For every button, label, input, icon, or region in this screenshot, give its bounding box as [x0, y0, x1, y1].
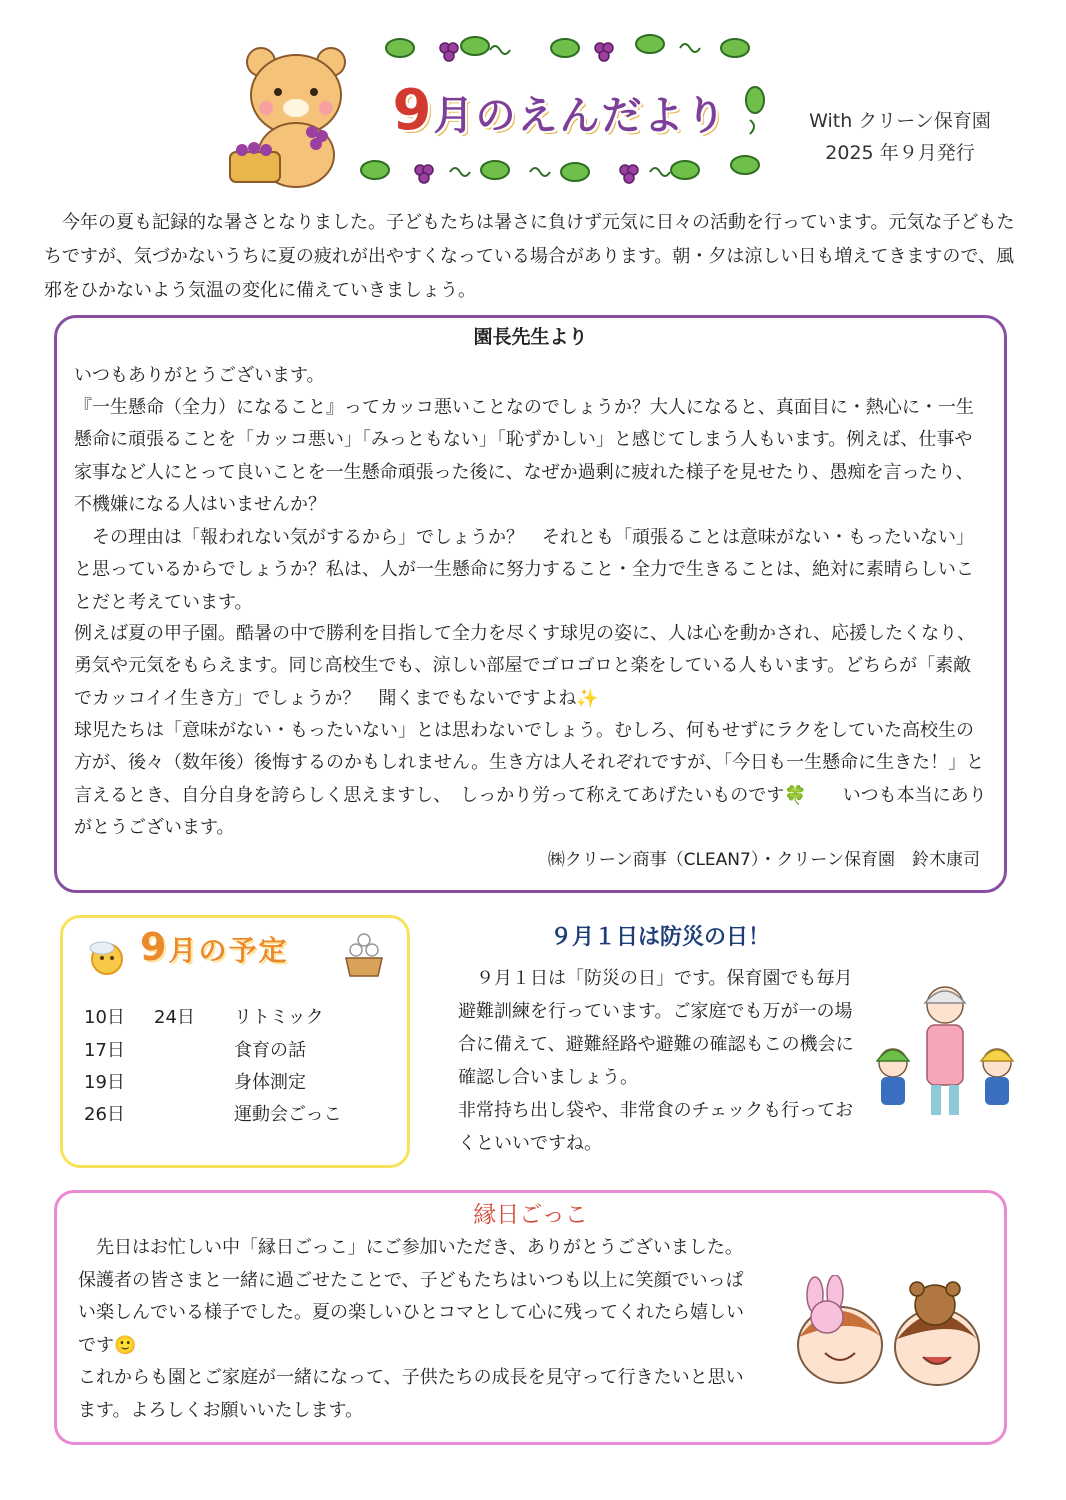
disaster-day-paragraph-1: ９月１日は「防災の日」です。保育園でも毎月避難訓練を行っています。ご家庭でも万が一の場合に備えて、避難経路や避難の確認もこの機会に確認し合いましょう。	[458, 968, 854, 1088]
issue-date: 2025 年９月発行	[825, 142, 975, 164]
bear-with-grapes-illustration	[226, 40, 366, 190]
publisher-info	[790, 105, 1010, 169]
org-name: With クリーン保育園	[809, 110, 991, 132]
schedule-row: 17日 食育の話	[84, 1040, 306, 1061]
ennichi-paragraph-2: これからも園とご家庭が一緒になって、子供たちの成長を見守って行きたいと思います。よろしくお願いいたします。	[78, 1367, 744, 1421]
schedule-row: 26日 運動会ごっこ	[84, 1104, 342, 1125]
disaster-day-text	[458, 962, 860, 1160]
newsletter-title: 9月のえんだより	[392, 78, 728, 143]
principal-paragraph-4: 例えば夏の甲子園。酷暑の中で勝利を目指して全力を尽くす球児の姿に、人は心を動かされ、応援したくなり、勇気や元気をもらえます。同じ高校生でも、涼しい部屋でゴロゴロと楽をしている人もいます。どちらが「素敵でカッコイイ生き方」でしょうか？ 聞くまでもないですよね✨	[74, 623, 976, 709]
ennichi-title: 縁日ごっこ	[473, 1202, 588, 1228]
intro-paragraph: 今年の夏も記録的な暑さとなりました。子どもたちは暑さに負けず元気に日々の活動を行っています。元気な子どもたちですが、気づかないうちに夏の疲れが出やすくなっている場合があります。朝・夕は涼しい日も増えてきますので、風邪をひかないよう気温の変化に備えていきましょう。	[44, 212, 1015, 301]
principal-message-title: 園長先生より	[473, 326, 588, 348]
principal-paragraph-1: いつもありがとうございます。	[74, 365, 325, 386]
tsukimi-dango-icon	[340, 930, 388, 980]
schedule-title: 9月の予定	[140, 925, 289, 969]
principal-paragraph-5: 球児たちは「意味がない・もったいない」とは思わないでしょう。むしろ、何もせずにラクをしていた高校生の方が、後々（数年後）後悔するのかもしれません。生き方は人それぞれですが、「今日も一生懸命に生きた！」と言えるとき、自分自身を誇らしく思えますし、 しっかり労って称えてあげたいものです🍀 いつも本当にありがとうございます。	[74, 720, 987, 839]
principal-paragraph-2: 『一生懸命（全力）になること』ってカッコ悪いことなのでしょうか？大人になると、真面目に・熱心に・一生懸命に頑張ることを「カッコ悪い」「みっともない」「恥ずかしい」と感じてしまう人もいます。例えば、仕事や家事など人にとって良いことを一生懸命頑張った後に、なぜか過剰に疲れた様子を見せたり、愚痴を言ったり、不機嫌になる人はいませんか？	[74, 397, 974, 516]
sun-icon	[84, 934, 130, 980]
evacuation-children-illustration	[865, 975, 1030, 1135]
principal-paragraph-3: その理由は「報われない気がするから」でしょうか？ それとも「頑張ることは意味がない・もったいない」と思っているからでしょうか？私は、人が一生懸命に努力すること・全力で生きることは、絶対に素晴らしいことだと考えています。	[74, 527, 974, 613]
schedule-row: 19日 身体測定	[84, 1072, 306, 1093]
schedule-row: 10日 24日 リトミック	[84, 1007, 324, 1028]
ennichi-paragraph-1: 先日はお忙しい中「縁日ごっこ」にご参加いただき、ありがとうございました。保護者の皆さまと一緒に過ごせたことで、子どもたちはいつも以上に笑顔でいっぱい楽しんでいる様子でした。夏の楽しいひとコマとして心に残ってくれたら嬉しいです🙂	[78, 1237, 744, 1356]
children-with-animal-hats-illustration	[785, 1275, 995, 1390]
principal-signature: ㈱クリーン商事（CLEAN7）・クリーン保育園 鈴木康司	[547, 850, 980, 870]
disaster-day-paragraph-2: 非常持ち出し袋や、非常食のチェックも行っておくといいですね。	[458, 1100, 854, 1154]
disaster-day-title: ９月１日は防災の日！	[549, 925, 770, 950]
ennichi-text	[78, 1232, 760, 1427]
